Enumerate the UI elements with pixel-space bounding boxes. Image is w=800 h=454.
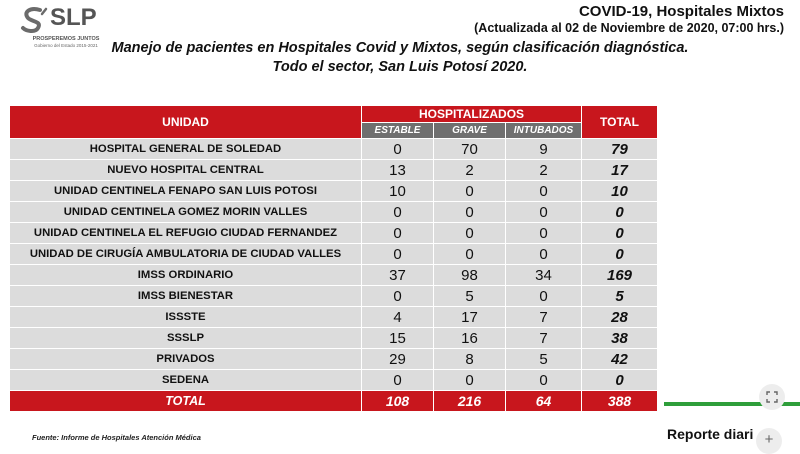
- header-intubados: INTUBADOS: [506, 123, 582, 139]
- unidad-cell: UNIDAD CENTINELA GOMEZ MORIN VALLES: [10, 202, 362, 223]
- logo-tagline: PROSPEREMOS JUNTOS: [32, 36, 100, 42]
- source-note: Fuente: Informe de Hospitales Atención Médica: [32, 433, 201, 442]
- table-row: [10, 265, 658, 286]
- totals-estable: 108: [362, 391, 434, 412]
- total-cell: 38: [582, 328, 658, 349]
- total-cell: 0: [582, 244, 658, 265]
- grave-cell: 0: [434, 370, 506, 391]
- table-row: [10, 307, 658, 328]
- slp-logo-icon: [20, 6, 48, 34]
- intubados-cell: 0: [506, 370, 582, 391]
- grave-cell: 17: [434, 307, 506, 328]
- totals-row: [10, 391, 658, 412]
- intubados-cell: 2: [506, 160, 582, 181]
- expand-icon: [766, 391, 778, 403]
- table-row: [10, 349, 658, 370]
- estable-cell: 10: [362, 181, 434, 202]
- unidad-cell: PRIVADOS: [10, 349, 362, 370]
- header-total: TOTAL: [582, 106, 658, 139]
- plus-icon: +: [764, 431, 774, 448]
- totals-label: TOTAL: [10, 391, 362, 412]
- intubados-cell: 34: [506, 265, 582, 286]
- intubados-cell: 7: [506, 328, 582, 349]
- unidad-cell: UNIDAD CENTINELA EL REFUGIO CIUDAD FERNANDEZ: [10, 223, 362, 244]
- intubados-cell: 0: [506, 202, 582, 223]
- unidad-cell: ISSSTE: [10, 307, 362, 328]
- estable-cell: 0: [362, 286, 434, 307]
- logo-subtitle: Gobierno del Estado 2015-2021: [34, 43, 98, 48]
- unidad-cell: NUEVO HOSPITAL CENTRAL: [10, 160, 362, 181]
- total-cell: 0: [582, 202, 658, 223]
- estable-cell: 13: [362, 160, 434, 181]
- intubados-cell: 7: [506, 307, 582, 328]
- grave-cell: 16: [434, 328, 506, 349]
- header-grave: GRAVE: [434, 123, 506, 139]
- estable-cell: 29: [362, 349, 434, 370]
- total-cell: 10: [582, 181, 658, 202]
- expand-button[interactable]: [759, 384, 785, 410]
- table-row: [10, 181, 658, 202]
- table-row: [10, 286, 658, 307]
- zoom-button[interactable]: [756, 428, 782, 454]
- logo-brand: SLP: [50, 4, 97, 31]
- estable-cell: 0: [362, 202, 434, 223]
- table-row: [10, 370, 658, 391]
- grave-cell: 2: [434, 160, 506, 181]
- intubados-cell: 5: [506, 349, 582, 370]
- grave-cell: 0: [434, 202, 506, 223]
- estable-cell: 15: [362, 328, 434, 349]
- intubados-cell: 9: [506, 139, 582, 160]
- estable-cell: 0: [362, 244, 434, 265]
- header-hospitalizados: HOSPITALIZADOS: [362, 106, 582, 123]
- total-cell: 79: [582, 139, 658, 160]
- grave-cell: 0: [434, 181, 506, 202]
- total-cell: 28: [582, 307, 658, 328]
- table-row: [10, 328, 658, 349]
- total-cell: 0: [582, 370, 658, 391]
- unidad-cell: SSSLP: [10, 328, 362, 349]
- unidad-cell: UNIDAD DE CIRUGÍA AMBULATORIA DE CIUDAD VALLES: [10, 244, 362, 265]
- total-cell: 42: [582, 349, 658, 370]
- unidad-cell: UNIDAD CENTINELA FENAPO SAN LUIS POTOSI: [10, 181, 362, 202]
- grave-cell: 0: [434, 223, 506, 244]
- grave-cell: 98: [434, 265, 506, 286]
- grave-cell: 0: [434, 244, 506, 265]
- intubados-cell: 0: [506, 181, 582, 202]
- total-cell: 169: [582, 265, 658, 286]
- header-unidad: UNIDAD: [10, 106, 362, 139]
- estable-cell: 0: [362, 223, 434, 244]
- table-row: [10, 160, 658, 181]
- report-heading-line2: Todo el sector, San Luis Potosí 2020.: [272, 59, 528, 75]
- total-cell: 5: [582, 286, 658, 307]
- totals-intubados: 64: [506, 391, 582, 412]
- total-cell: 17: [582, 160, 658, 181]
- unidad-cell: SEDENA: [10, 370, 362, 391]
- report-heading-line1: Manejo de pacientes en Hospitales Covid y Mixtos, según clasificación diagnóstica.: [111, 40, 689, 56]
- report-label: Reporte diari: [667, 426, 754, 442]
- intubados-cell: 0: [506, 223, 582, 244]
- table-row: [10, 244, 658, 265]
- page-title: COVID-19, Hospitales Mixtos: [578, 3, 784, 20]
- unidad-cell: IMSS BIENESTAR: [10, 286, 362, 307]
- estable-cell: 0: [362, 139, 434, 160]
- estable-cell: 37: [362, 265, 434, 286]
- grave-cell: 5: [434, 286, 506, 307]
- intubados-cell: 0: [506, 286, 582, 307]
- grave-cell: 70: [434, 139, 506, 160]
- unidad-cell: IMSS ORDINARIO: [10, 265, 362, 286]
- table-row: [10, 202, 658, 223]
- total-cell: 0: [582, 223, 658, 244]
- hospital-table: [9, 105, 658, 412]
- totals-grave: 216: [434, 391, 506, 412]
- intubados-cell: 0: [506, 244, 582, 265]
- update-timestamp: (Actualizada al 02 de Noviembre de 2020, 07:00 hrs.): [474, 21, 784, 35]
- grave-cell: 8: [434, 349, 506, 370]
- estable-cell: 0: [362, 370, 434, 391]
- totals-total: 388: [582, 391, 658, 412]
- unidad-cell: HOSPITAL GENERAL DE SOLEDAD: [10, 139, 362, 160]
- table-row: [10, 139, 658, 160]
- estable-cell: 4: [362, 307, 434, 328]
- table-row: [10, 223, 658, 244]
- header-estable: ESTABLE: [362, 123, 434, 139]
